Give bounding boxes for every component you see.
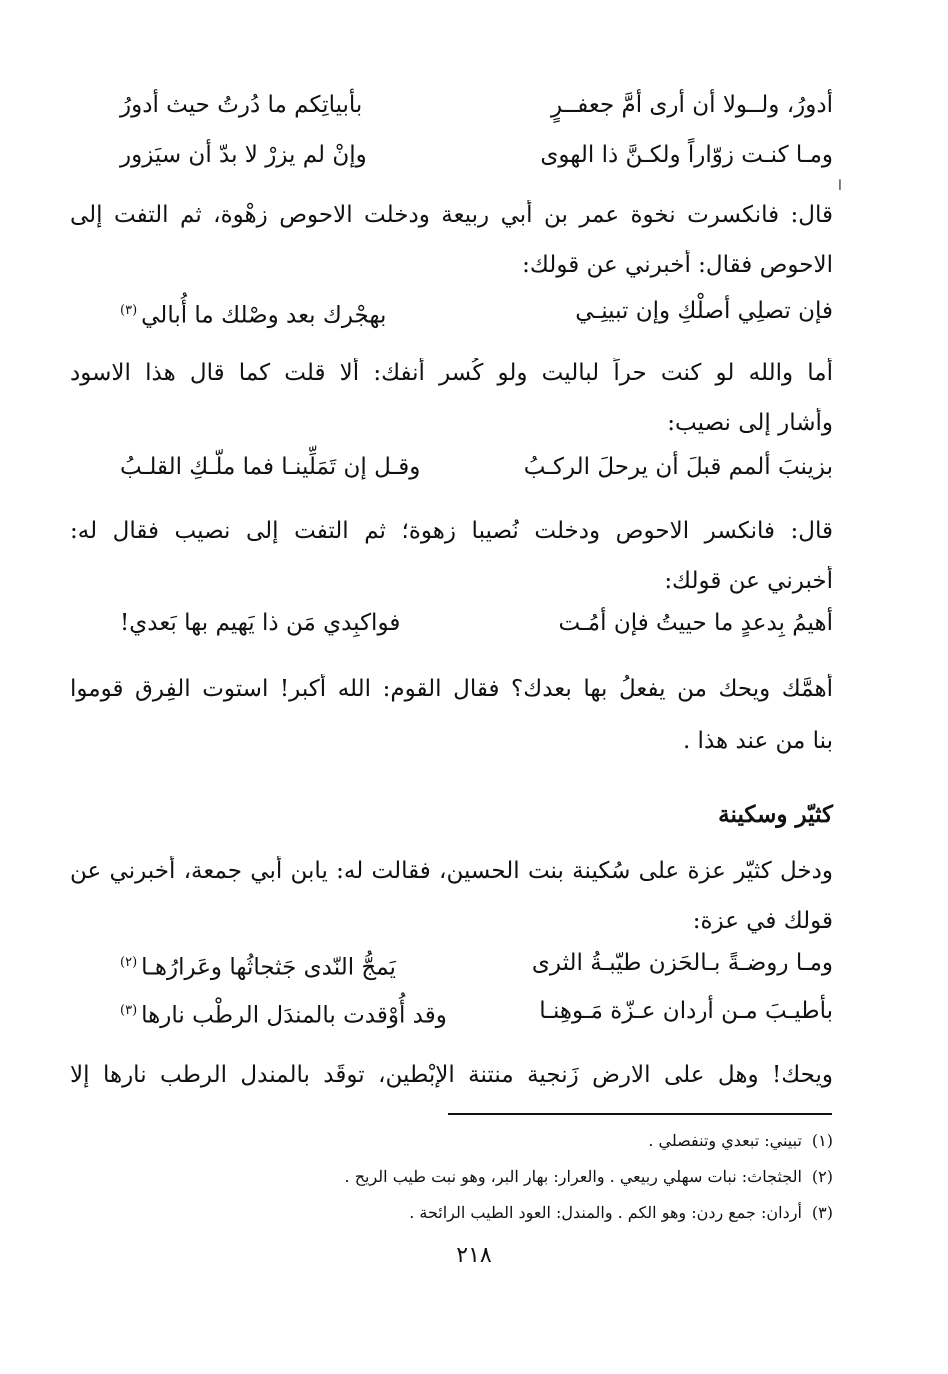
hemistich-text: وقد أُوْقدت بالمندَل الرطْب نارها [141, 1002, 447, 1029]
footnote-reference: (٣) [120, 1003, 138, 1018]
poem-line [120, 606, 833, 640]
poem-line [120, 994, 833, 1028]
prose-line: أما والله لو كنت حراً لباليت ولو كُسر أنفك: ألا قلت كما قال هذا الاسود [70, 360, 833, 386]
hemistich-first: ومـا روضـةً بـالحَزن طيّبـةُ الثرى [531, 950, 833, 976]
hemistich-second: بأبياتِكم ما دُرتُ حيث أدورُ [120, 92, 363, 118]
prose-line: بنا من عند هذا . [682, 728, 833, 754]
prose-line: أخبرني عن قولك: [664, 568, 833, 594]
hemistich-second: فواكبِدي مَن ذا يَهيم بها بَعدي! [120, 610, 401, 636]
footnote [648, 1130, 833, 1152]
prose-line: قال: فانكسر الاحوص ودخلت نُصيبا زهوة؛ ثم التفت إلى نصيب فقال له: [70, 518, 833, 544]
hemistich-first: بزينبَ ألمم قبلَ أن يرحلَ الركـبُ [523, 454, 833, 480]
footnote [345, 1166, 833, 1188]
footnote-text: الجثجاث: نبات سهلي ربيعي . والعرار: بهار البر، وهو نبت طيب الريح . [344, 1167, 802, 1186]
hemistich-second [120, 294, 386, 333]
prose-line: وأشار إلى نصيب: [667, 410, 833, 436]
prose-line: ويحك! وهل على الارض زَنجية منتنة الإبْطين، توقَد بالمندل الرطب نارها إلا [70, 1062, 833, 1088]
section-title: كثيّر وسكينة [718, 801, 833, 828]
footnote-number: (٢) [811, 1167, 833, 1186]
footnote-divider [448, 1113, 832, 1115]
hemistich-first: أدورُ، ولــولا أن أرى أمَّ جعفــرٍ [551, 92, 833, 118]
footnote-reference: (٢) [120, 955, 138, 970]
prose-line: قال: فانكسرت نخوة عمر بن أبي ربيعة ودخلت الاحوص زهْوة، ثم التفت إلى [70, 202, 833, 228]
hemistich-second [120, 994, 447, 1033]
prose-line: أهمَّك ويحك من يفعلُ بها بعدك؟ فقال القوم: الله أكبر! استوت الفِرق قوموا [70, 676, 833, 702]
poem-line [120, 138, 833, 172]
poem-line [120, 450, 833, 484]
poem-line [120, 294, 833, 328]
page-number: ٢١٨ [456, 1243, 492, 1268]
prose-line: ودخل كثيّر عزة على سُكينة بنت الحسين، فقالت له: يابن أبي جمعة، أخبرني عن [70, 858, 833, 884]
prose-line: الاحوص فقال: أخبرني عن قولك: [522, 252, 833, 278]
footnote-number: (١) [811, 1131, 833, 1150]
hemistich-first: أهيمُ بِدعدٍ ما حييتُ فإن أمُـت [558, 610, 833, 636]
margin-mark: ا [838, 178, 842, 194]
hemistich-first: فإن تصلِي أصلْكِ وإن تبينِـي [575, 298, 833, 324]
footnote-text: أردان: جمع ردن: وهو الكم . والمندل: العود الطيب الرائحة . [409, 1203, 802, 1222]
hemistich-text: بهجْرك بعد وصْلك ما أُبالي [141, 302, 387, 329]
footnote [409, 1202, 833, 1224]
hemistich-second: وقـل إن تَمَلِّينـا فما ملّـكِ القلـبُ [120, 454, 421, 480]
hemistich-text: يَمجُّ النّدى جَثجاثُها وعَرارُهـا [141, 954, 396, 981]
hemistich-first: ومـا كنـت زوّاراً ولكـنَّ ذا الهوى [540, 142, 833, 168]
hemistich-second: وإنْ لم يزرْ لا بدّ أن سيَزور [120, 142, 367, 168]
hemistich-second [120, 946, 396, 985]
prose-line: قولك في عزة: [692, 908, 833, 934]
hemistich-first: بأطيـبَ مـن أردان عـزّة مَـوهِنـا [539, 998, 833, 1024]
poem-line [120, 946, 833, 980]
footnote-number: (٣) [811, 1203, 833, 1222]
poem-line [120, 88, 833, 122]
footnote-reference: (٣) [120, 303, 138, 318]
footnote-text: تبيني: تبعدي وتنفصلي . [648, 1131, 802, 1150]
